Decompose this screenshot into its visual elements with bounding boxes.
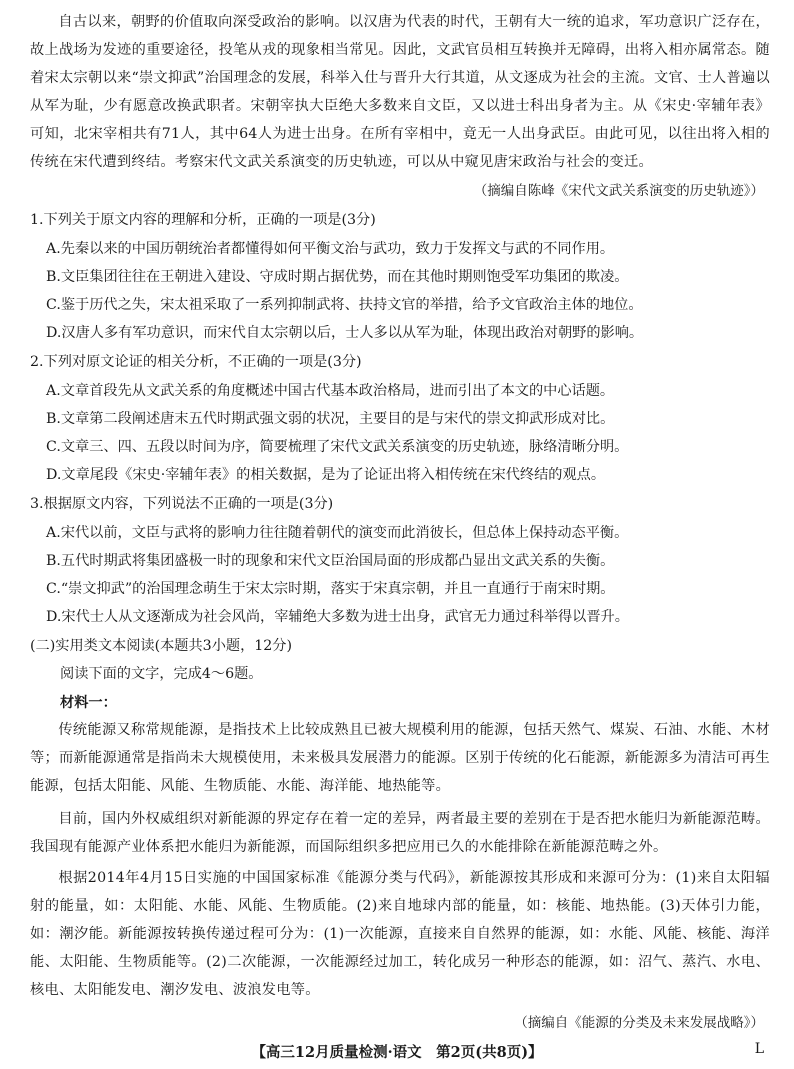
question-3-option-a: A.宋代以前，文臣与武将的影响力往往随着朝代的演变而此消彼长，但总体上保持动态平衡。 <box>46 525 629 541</box>
question-3-option-b: B.五代时期武将集团盛极一时的现象和宋代文臣治国局面的形成都凸显出文武关系的失衡。 <box>46 553 615 569</box>
footer-mark: L <box>754 1041 764 1057</box>
section-instruction: 阅读下面的文字，完成4～6题。 <box>60 666 263 682</box>
question-1-option-b: B.文臣集团往往在王朝进入建设、守成时期占据优势，而在其他时期则饱受军功集团的欺凌。 <box>46 269 629 285</box>
question-2-option-b: B.文章第二段阐述唐末五代时期武强文弱的状况，主要目的是与宋代的崇文抑武形成对比。 <box>46 411 615 427</box>
material-paragraph-1: 传统能源又称常规能源，是指技术上比较成熟且已被大规模利用的能源，包括天然气、煤炭、石油、水能、木材等；而新能源通常是指尚未大规模使用，未来极具发展潜力的能源。区别于传统的化石能源，新能源多为清洁可再生能源，包括太阳能、风能、生物质能、水能、海洋能、地热能等。 <box>30 722 770 794</box>
passage-source: （摘编自陈峰《宋代文武关系演变的历史轨迹》） <box>473 183 764 199</box>
section-heading: (二)实用类文本阅读(本题共3小题，12分) <box>30 638 293 654</box>
page-footer: 【高三12月质量检测·语文 第2页(共8页)】 <box>251 1044 543 1061</box>
question-1-option-d: D.汉唐人多有军功意识，而宋代自太宗朝以后，士人多以从军为耻，体现出政治对朝野的影响。 <box>46 325 644 341</box>
question-1-option-c: C.鉴于历代之失，宋太祖采取了一系列抑制武将、扶持文官的举措，给予文官政治主体的地位。 <box>46 297 643 313</box>
question-2-option-c: C.文章三、四、五段以时间为序，简要梳理了宋代文武关系演变的历史轨迹，脉络清晰分明。 <box>46 439 629 455</box>
question-2-option-a: A.文章首段先从文武关系的角度概述中国古代基本政治格局，进而引出了本文的中心话题。 <box>46 383 615 399</box>
material-paragraph-2: 目前，国内外权威组织对新能源的界定存在着一定的差异，两者最主要的差别在于是否把水能归为新能源范畴。我国现有能源产业体系把水能归为新能源，而国际组织多把应用已久的水能排除在新能源范畴之外。 <box>30 811 770 855</box>
question-1-stem: 1.下列关于原文内容的理解和分析，正确的一项是(3分) <box>30 212 376 228</box>
question-3-stem: 3.根据原文内容，下列说法不正确的一项是(3分) <box>30 496 334 512</box>
question-1-option-a: A.先秦以来的中国历朝统治者都懂得如何平衡文治与武功，致力于发挥文与武的不同作用。 <box>46 241 615 257</box>
material-label: 材料一： <box>60 695 117 711</box>
question-3-option-c: C.“崇文抑武”的治国理念萌生于宋太宗时期，落实于宋真宗朝，并且一直通行于南宋时期。 <box>46 581 615 597</box>
question-2-option-d: D.文章尾段《宋史·宰辅年表》的相关数据，是为了论证出将入相传统在宋代终结的观点。 <box>46 467 606 483</box>
question-2-stem: 2.下列对原文论证的相关分析，不正确的一项是(3分) <box>30 354 362 370</box>
question-3-option-d: D.宋代士人从文逐渐成为社会风尚，宰辅绝大多数为进士出身，武官无力通过科举得以晋升。 <box>46 609 629 625</box>
material-source: （摘编自《能源的分类及未来发展战略》） <box>514 1015 764 1031</box>
material-paragraph-3: 根据2014年4月15日实施的中国国家标准《能源分类与代码》，新能源按其形成和来源可分为：(1)来自太阳辐射的能量，如：太阳能、水能、风能、生物质能。(2)来自地球内部的能量，如：核能、地热能。(3)天体引力能，如：潮汐能。新能源按转换传递过程可分为：(1)一次能源，直接来自自然界的能源，如：水能、风能、核能、海洋能、太阳能、生物质能等。(2)二次能源，一次能源经过加工，转化成另一种形态的能源，如：沼气、蒸汽、水电、核电、太阳能发电、潮汐发电、波浪发电等。 <box>30 870 770 998</box>
passage-paragraph: 自古以来，朝野的价值取向深受政治的影响。以汉唐为代表的时代，王朝有大一统的追求，军功意识广泛存在，故上战场为发迹的重要途径，投笔从戎的现象相当常见。因此，文武官员相互转换并无障碍，出将入相亦属常态。随着宋太宗朝以来“崇文抑武”治国理念的发展，科举入仕与晋升大行其道，从文逐成为社会的主流。文官、士人普遍以从军为耻，少有愿意改换武职者。宋朝宰执大臣绝大多数来自文臣，又以进士科出身者为主。从《宋史·宰辅年表》可知，北宋宰相共有71人，其中64人为进士出身。在所有宰相中，竟无一人出身武臣。由此可见，以往出将入相的传统在宋代遭到终结。考察宋代文武关系演变的历史轨迹，可以从中窥见唐宋政治与社会的变迁。 <box>30 14 770 170</box>
